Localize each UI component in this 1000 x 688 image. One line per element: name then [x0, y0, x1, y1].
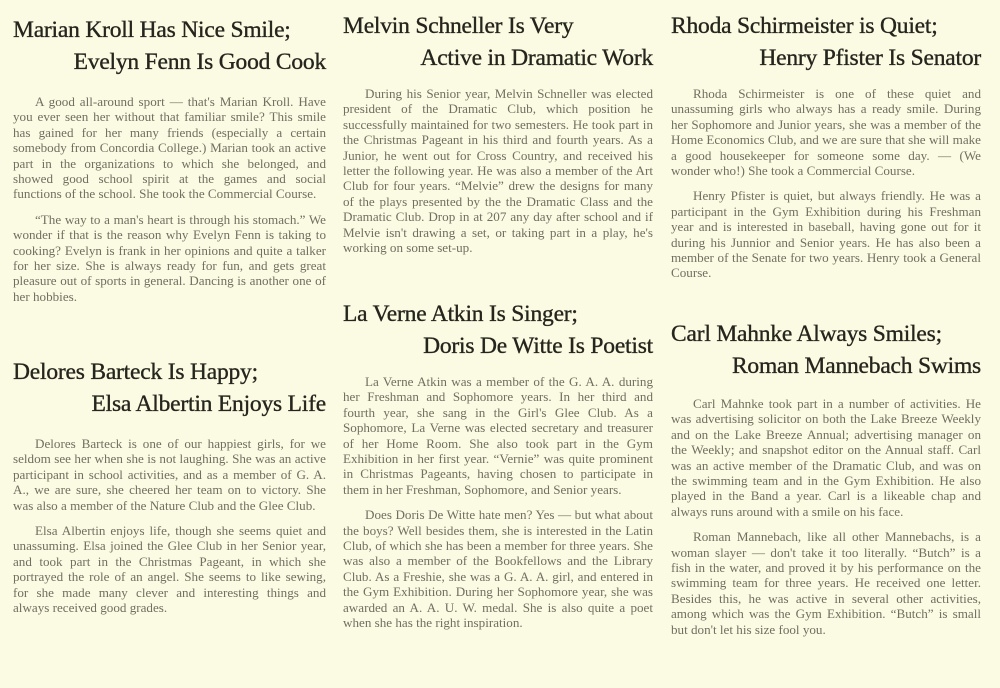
headline-line-2: Doris De Witte Is Poetist [423, 333, 653, 359]
headline-line-1: Marian Kroll Has Nice Smile; [13, 17, 291, 43]
paragraph: Rhoda Schirmeister is one of these quiet and unassuming girls who always has a ready smile. During her Sophomore and Junior years, she was a member of the Home Economics Club, and we are sure that she will make a good housekeeper for someone some day. — (We wonder who!) She took a Commercial Course. [671, 86, 981, 179]
article-mahnke-mannebach [671, 318, 981, 637]
article-atkin-dewitte [343, 298, 653, 631]
headline-line-2: Henry Pfister Is Senator [759, 45, 981, 71]
paragraph: Does Doris De Witte hate men? Yes — but what about the boys? Well besides them, she is interested in the Latin Club, of which she has been a member for three years. She was also a member of the Bookfellows and the Library Club. As a Freshie, she was a G. A. A. girl, and entered in the Gym Exhibition. During her Sophomore year, she was awarded an A. A. U. W. medal. She is also quite a poet when she has the right inspiration. [343, 507, 653, 631]
article-schneller [343, 10, 653, 255]
headline-line-2: Evelyn Fenn Is Good Cook [73, 49, 326, 75]
paragraph: Henry Pfister is quiet, but always friendly. He was a participant in the Gym Exhibition during his Freshman year and is interested in baseball, having gone out for it during his Junnior and Senior years. He has also been a member of the Senate for two years. Henry took a General Course. [671, 188, 981, 281]
headline-line-2: Elsa Albertin Enjoys Life [91, 391, 326, 417]
paragraph: Carl Mahnke took part in a number of activities. He was advertising solicitor on both the Lake Breeze Weekly and on the Lake Breeze Annual; advertising manager on the Weekly; and snapshot editor on the Annual staff. Carl was an active member of the Dramatic Club, and was on the swimming team and in the Gym Exhibition. He also played in the Band a year. Carl is a likeable chap and always runs around with a smile on his face. [671, 396, 981, 519]
headline [671, 10, 981, 74]
headline-line-1: La Verne Atkin Is Singer; [343, 301, 578, 327]
paragraph: Roman Mannebach, like all other Mannebachs, is a woman slayer — don't take it too literally. “Butch” is a fish in the water, and proved it by his performance on the swimming team for three years. He received one letter. Besides this, he was active in several other activities, among which was the Gym Exhibition. “Butch” is small but don't let his size fool you. [671, 529, 981, 637]
headline-line-1: Delores Barteck Is Happy; [13, 359, 258, 385]
headline [13, 356, 326, 420]
paragraph: La Verne Atkin was a member of the G. A. A. during her Freshman and Sophomore years. In her third and fourth year, she sang in the Girl's Glee Club. As a Sophomore, La Verne was elected secretary and treasurer of her Home Room. She also took part in the Gym Exhibition in her first year. “Vernie” was quite prominent in Christmas Pageants, having chosen to participate in them in her Freshman, Sophomore, and Senior years. [343, 374, 653, 497]
paragraph: During his Senior year, Melvin Schneller was elected president of the Dramatic Club, which position he successfully maintained for two semesters. He took part in the Christmas Pageant in his third and fourth years. As a Junior, he went out for Cross Country, and received his letter the following year. He was also a member of the Art Club for four years. “Melvie” drew the designs for many of the plays presented by the the Dramatic Class and the Dramatic Club. Drop in at 207 any day after school and if Melvie isn't drawing a set, or taking part in a play, he's working on some set-up. [343, 86, 653, 256]
headline [343, 298, 653, 362]
paragraph: A good all-around sport — that's Marian Kroll. Have you ever seen her without that familiar smile? This smile has gained for her many friends (especially a certain somebody from Concordia College.) Marian took an active part in the organizations to which she belonged, and showed good school spirit at the games and social functions of the school. She took the Commercial Course. [13, 94, 326, 202]
article-kroll-fenn [13, 14, 326, 304]
article-barteck-albertin [13, 356, 326, 615]
article-schirmeister-pfister [671, 10, 981, 281]
headline [671, 318, 981, 382]
headline-line-1: Carl Mahnke Always Smiles; [671, 321, 942, 347]
headline-line-1: Melvin Schneller Is Very [343, 13, 574, 39]
headline-line-2: Roman Mannebach Swims [731, 353, 981, 379]
paragraph: “The way to a man's heart is through his stomach.” We wonder if that is the reason why Evelyn Fenn is taking to cooking? Evelyn is frank in her opinions and quite a talker for her size. She is always ready for fun, and gets great pleasure out of sports in general. Dancing is another one of her hobbies. [13, 211, 326, 304]
paragraph: Delores Barteck is one of our happiest girls, for we seldom see her when she is not laughing. She was an active participant in school activities, and as a member of G. A. A., we are sure, she cheered her team on to victory. She was also a member of the Nature Club and the Glee Club. [13, 436, 326, 513]
headline-line-1: Rhoda Schirmeister is Quiet; [671, 13, 938, 39]
headline [13, 14, 326, 78]
headline-line-2: Active in Dramatic Work [420, 45, 653, 71]
paragraph: Elsa Albertin enjoys life, though she seems quiet and unassuming. Elsa joined the Glee Club in her Senior year, and took part in the Christmas Pageant, in which she portrayed the role of an angel. She seems to like sewing, for she made many clever and interesting things and always received good grades. [13, 523, 326, 616]
headline [343, 10, 653, 74]
